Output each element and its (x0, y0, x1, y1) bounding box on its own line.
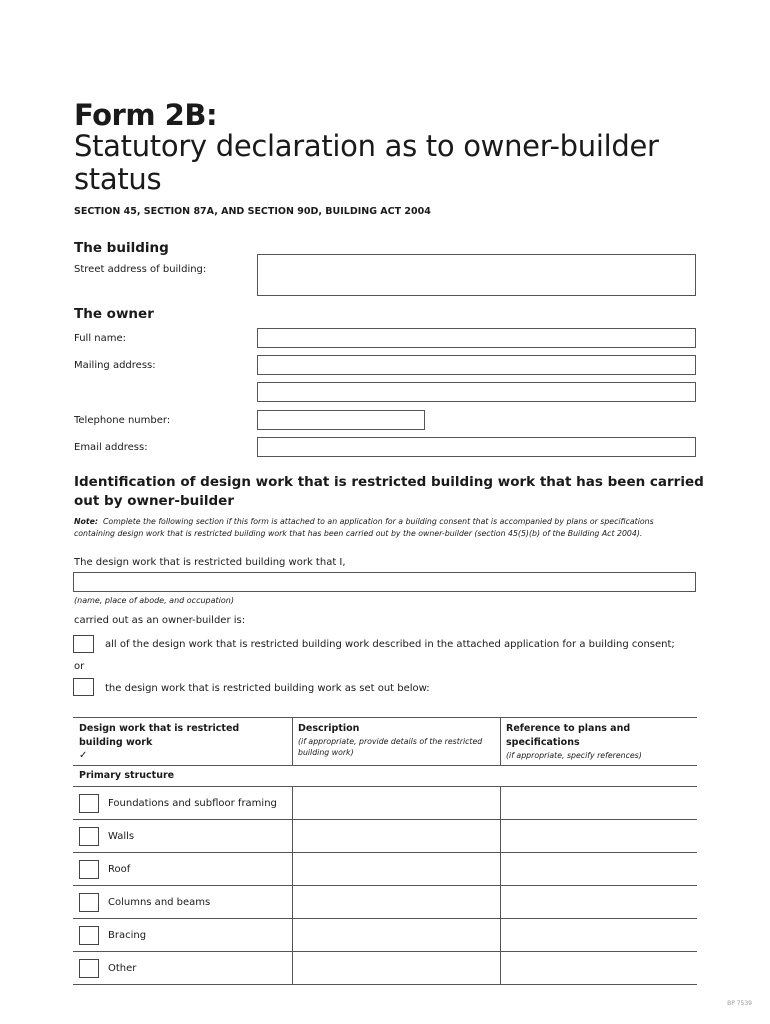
full-name-field[interactable] (257, 328, 696, 348)
check-mark-icon: ✓ (79, 750, 88, 761)
table-row (73, 787, 697, 819)
email-label: Email address: (74, 442, 148, 453)
bracing-description-cell[interactable] (293, 919, 500, 951)
design-work-table (73, 717, 697, 985)
street-address-field[interactable] (257, 254, 696, 296)
all-design-work-label: all of the design work that is restricted building work described in the attached application for a building consent; (105, 639, 675, 650)
walls-label: Walls (108, 831, 135, 842)
street-address-label: Street address of building: (74, 264, 207, 275)
bracing-reference-cell[interactable] (501, 919, 697, 951)
columns-beams-description-cell[interactable] (293, 886, 500, 918)
mailing-address-field-line1[interactable] (257, 355, 696, 375)
identification-note (74, 516, 694, 540)
design-work-statement: The design work that is restricted building work that I, (74, 557, 346, 568)
set-out-below-label: the design work that is restricted building work as set out below: (105, 683, 430, 694)
other-description-cell[interactable] (293, 952, 500, 984)
table-col-divider (500, 717, 501, 765)
roof-label: Roof (108, 864, 131, 875)
form-code: BP 7539 (727, 1000, 752, 1007)
roof-reference-cell[interactable] (501, 853, 697, 885)
roof-description-cell[interactable] (293, 853, 500, 885)
form-title: Statutory declaration as to owner-builder status (74, 129, 659, 196)
foundations-reference-cell[interactable] (501, 787, 697, 819)
form-number: Form 2B: (74, 98, 218, 132)
col-description-header (298, 722, 496, 758)
bracing-label: Bracing (108, 930, 147, 941)
table-row (73, 919, 697, 951)
or-text: or (74, 661, 85, 672)
columns-beams-label: Columns and beams (108, 897, 211, 908)
foundations-label: Foundations and subfloor framing (108, 798, 277, 809)
building-heading: The building (74, 240, 169, 256)
walls-reference-cell[interactable] (501, 820, 697, 852)
roof-checkbox[interactable] (79, 860, 99, 879)
telephone-field[interactable] (257, 410, 425, 430)
other-checkbox[interactable] (79, 959, 99, 978)
email-field[interactable] (257, 437, 696, 457)
table-col-divider (292, 717, 293, 765)
col-reference-header (506, 722, 692, 761)
all-design-work-checkbox[interactable] (73, 635, 94, 653)
mailing-address-label: Mailing address: (74, 360, 156, 371)
mailing-address-field-line2[interactable] (257, 382, 696, 402)
col-reference-title: Reference to plans and specifications (506, 723, 631, 748)
columns-beams-reference-cell[interactable] (501, 886, 697, 918)
table-row (73, 820, 697, 852)
note-text: Complete the following section if this form is attached to an application for a building consent that is accompanied by plans or specifications containing design work that is restricted building work that has been carried out by the owner-builder (section 45(5)(b) of the Building Act 2004). (74, 517, 654, 538)
foundations-description-cell[interactable] (293, 787, 500, 819)
identification-heading: Identification of design work that is restricted building work that has been carried out by owner-builder (74, 474, 704, 509)
table-bottom-rule (73, 984, 697, 985)
walls-description-cell[interactable] (293, 820, 500, 852)
carried-out-text: carried out as an owner-builder is: (74, 615, 246, 626)
primary-structure-heading: Primary structure (79, 770, 175, 781)
col-description-title: Description (298, 723, 360, 734)
table-row (73, 853, 697, 885)
note-label: Note: (74, 517, 99, 526)
declarant-name-caption: (name, place of abode, and occupation) (74, 596, 234, 605)
table-row (73, 952, 697, 984)
set-out-below-checkbox[interactable] (73, 678, 94, 696)
legislation-reference: SECTION 45, SECTION 87A, AND SECTION 90D, BUILDING ACT 2004 (74, 206, 431, 217)
table-top-rule (73, 717, 697, 718)
bracing-checkbox[interactable] (79, 926, 99, 945)
telephone-label: Telephone number: (74, 415, 171, 426)
col-description-note: (if appropriate, provide details of the restricted building work) (298, 737, 483, 757)
col-reference-note: (if appropriate, specify references) (506, 751, 642, 760)
columns-beams-checkbox[interactable] (79, 893, 99, 912)
table-row (73, 886, 697, 918)
col-design-work-title: Design work that is restricted building work (79, 723, 240, 748)
other-label: Other (108, 963, 137, 974)
owner-heading: The owner (74, 306, 154, 322)
full-name-label: Full name: (74, 333, 127, 344)
foundations-checkbox[interactable] (79, 794, 99, 813)
col-design-work-header (79, 722, 279, 762)
declarant-name-field[interactable] (73, 572, 696, 592)
table-header-rule (73, 765, 697, 766)
walls-checkbox[interactable] (79, 827, 99, 846)
other-reference-cell[interactable] (501, 952, 697, 984)
